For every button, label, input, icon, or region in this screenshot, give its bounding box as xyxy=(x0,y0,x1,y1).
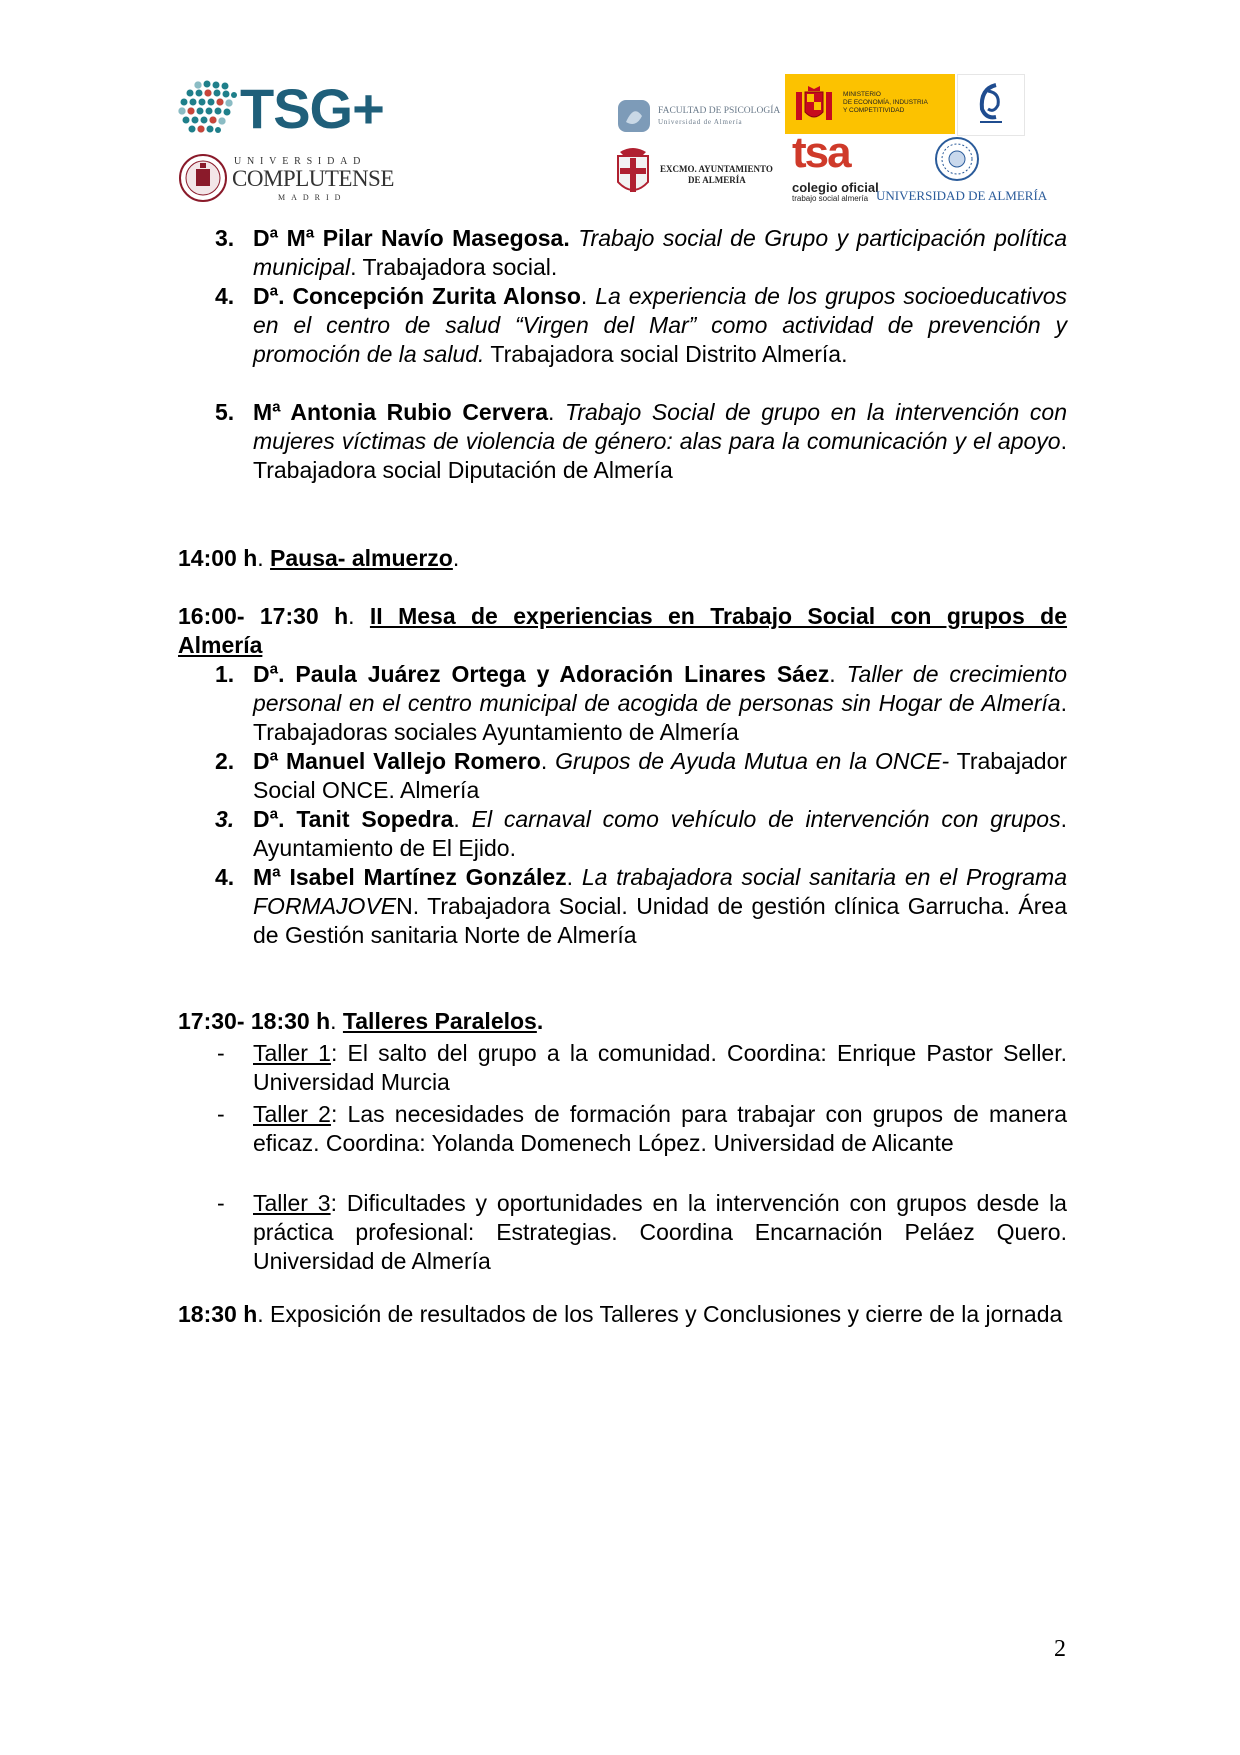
talk-title: Trabajo social de Grupo y participación política municipal xyxy=(253,225,1068,280)
ayuntamiento-line2: DE ALMERÍA xyxy=(688,175,746,185)
speaker-name: Dª. Paula Juárez Ortega y Adoración Linares Sáez xyxy=(253,661,830,687)
second-list-item: Dª. Paula Juárez Ortega y Adoración Linares Sáez. Taller de crecimiento personal en el centro municipal de acogida de personas sin Hogar de Almería. Trabajadoras sociales Ayuntamiento de Almería xyxy=(253,661,1068,745)
second-list-number: 1. xyxy=(215,661,235,687)
talk-title: Trabajo Social de grupo en la intervención con mujeres víctimas de violencia de género: alas para la comunicación y el apoyo xyxy=(253,399,1067,454)
tsa-mark: tsa xyxy=(792,128,850,177)
second-list-number: 3. xyxy=(215,806,235,832)
speaker-name: Dª Mª Pilar Navío Masegosa. xyxy=(253,225,570,251)
talk-title: Grupos de Ayuda Mutua en la ONCE- xyxy=(555,748,950,774)
taller-name: Taller 1 xyxy=(253,1040,331,1066)
psicologia-line1: FACULTAD DE PSICOLOGÍA xyxy=(658,106,781,116)
first-list-item: Mª Antonia Rubio Cervera. Trabajo Social de grupo en la intervención con mujeres víctimas de violencia de género: alas para la comunicación y el apoyo. Trabajadora social Diputación de Almería xyxy=(253,399,1067,483)
page-number: 2 xyxy=(1054,1636,1066,1662)
speaker-affiliation: . Trabajadora social Diputación de Almería xyxy=(253,428,1067,483)
pause-label: Pausa- almuerzo xyxy=(270,545,453,571)
ministerio-text xyxy=(843,91,928,115)
speaker-name: Dª. Tanit Sopedra xyxy=(253,806,454,832)
psicologia-logo xyxy=(616,98,786,134)
ucm-line1: UNIVERSIDAD xyxy=(234,156,367,167)
first-list-item xyxy=(253,224,1067,282)
talk-title: El carnaval como vehículo de intervención con grupos xyxy=(471,806,1061,832)
speaker-affiliation: . Trabajadoras sociales Ayuntamiento de Almería xyxy=(253,690,1067,745)
almeria-shield-icon xyxy=(612,142,654,200)
taller-item xyxy=(253,1100,1067,1158)
ayuntamiento-line1: EXCMO. AYUNTAMIENTO xyxy=(660,164,773,174)
ual-seal-icon xyxy=(934,136,980,182)
second-list-number: 2. xyxy=(215,748,235,774)
tsa-line2: trabajo social almería xyxy=(792,194,869,203)
speaker-affiliation: Trabajadora Social. Unidad de gestión clínica Garrucha. Área de Gestión sanitaria Norte de Almería xyxy=(253,893,1067,948)
taller-bullet: - xyxy=(217,1101,225,1127)
ual-text: UNIVERSIDAD DE ALMERÍA xyxy=(876,188,1048,203)
second-list-number: 4. xyxy=(215,864,235,890)
psicologia-line2: Universidad de Almería xyxy=(658,118,743,126)
pause-line: 14:00 h. Pausa- almuerzo. xyxy=(178,545,460,571)
mesa-title-line2: Almería xyxy=(178,632,263,658)
ministerio-line3: Y COMPETITIVIDAD xyxy=(843,107,905,114)
ucm-logo xyxy=(178,152,394,204)
taller-bullet: - xyxy=(217,1040,225,1066)
speaker-affiliation: Trabajador Social ONCE. Almería xyxy=(253,748,1068,803)
taller-text: : Las necesidades de formación para trabajar con grupos de manera eficaz. Coordina: Yolanda Domenech López. Universidad de Alicante xyxy=(253,1101,1067,1156)
psicologia-icon xyxy=(616,98,652,134)
tsa-line1: colegio oficial xyxy=(792,180,879,195)
speaker-name: Mª Isabel Martínez González xyxy=(253,864,567,890)
second-list-item: Dª. Tanit Sopedra. El carnaval como vehículo de intervención con grupos. Ayuntamiento de El Ejido. xyxy=(253,806,1067,861)
second-list-item: Mª Isabel Martínez González. La trabajadora social sanitaria en el Programa FORMAJOVEN. Trabajadora Social. Unidad de gestión clínica Garrucha. Área de Gestión sanitaria Norte de Almería xyxy=(253,864,1067,948)
mesa-time: 16:00- 17:30 h xyxy=(178,603,349,629)
taller-name: Taller 3 xyxy=(253,1190,331,1216)
spain-shield-icon xyxy=(793,84,835,126)
taller-bullet: - xyxy=(217,1190,225,1216)
speaker-affiliation: . Ayuntamiento de El Ejido. xyxy=(253,806,1067,861)
taller-name: Taller 2 xyxy=(253,1101,331,1127)
first-list-number: 4. xyxy=(215,283,235,309)
closing-text: . Exposición de resultados de los Talleres y Conclusiones y cierre de la jornada xyxy=(257,1301,1063,1327)
innovation-icon xyxy=(966,79,1016,129)
talleres-heading: 17:30- 18:30 h. Talleres Paralelos. xyxy=(178,1008,544,1034)
tsg-wordmark: TSG+ xyxy=(240,77,384,140)
closing-time: 18:30 h xyxy=(178,1301,258,1327)
taller-text: : El salto del grupo a la comunidad. Coordina: Enrique Pastor Seller. Universidad Murcia xyxy=(253,1040,1067,1095)
speaker-affiliation: Trabajadora social Distrito Almería. xyxy=(490,341,848,367)
ucm-line3: MADRID xyxy=(278,193,347,202)
talk-title: La experiencia de los grupos socioeducativos en el centro de salud “Virgen del Mar” como actividad de prevención y promoción de la salud. xyxy=(253,283,1068,367)
pause-time: 14:00 h xyxy=(178,545,258,571)
ucm-line2: COMPLUTENSE xyxy=(232,166,394,191)
speaker-affiliation: . Trabajadora social. xyxy=(350,254,558,280)
tsg-dots-icon xyxy=(178,80,238,138)
taller-item xyxy=(253,1039,1067,1097)
taller-item xyxy=(253,1189,1067,1276)
mesa-title-line1: II Mesa de experiencias en Trabajo Social con grupos de xyxy=(369,603,1068,629)
talk-title-tail: N. xyxy=(396,893,420,919)
tsg-logo xyxy=(178,77,408,140)
ayuntamiento-logo xyxy=(612,142,794,200)
ministerio-line1: MINISTERIO xyxy=(843,91,881,98)
talleres-time: 17:30- 18:30 h xyxy=(178,1008,331,1034)
innovation-logo xyxy=(957,74,1025,136)
tsa-logo xyxy=(790,128,890,204)
ucm-seal-icon xyxy=(178,152,228,204)
ministerio-logo xyxy=(785,74,955,134)
speaker-name: Mª Antonia Rubio Cervera xyxy=(253,399,548,425)
mesa-heading: 16:00- 17:30 h. II Mesa de experiencias en Trabajo Social con grupos de Almería xyxy=(178,603,1068,658)
first-list-number: 5. xyxy=(215,399,235,425)
first-list-number: 3. xyxy=(215,225,235,251)
talleres-label: Talleres Paralelos xyxy=(342,1008,537,1034)
first-list-item: Dª. Concepción Zurita Alonso. La experiencia de los grupos socioeducativos en el centro de salud “Virgen del Mar” como actividad de prevención y promoción de la salud. Trabajadora social Distrito Almería. xyxy=(253,283,1068,367)
ual-logo xyxy=(876,136,1048,206)
second-list-item: Dª Manuel Vallejo Romero. Grupos de Ayuda Mutua en la ONCE- Trabajador Social ONCE. Almería xyxy=(253,748,1068,803)
closing-line xyxy=(178,1300,1067,1329)
talk-title: La trabajadora social sanitaria en el Programa FORMAJOVE xyxy=(253,864,1067,919)
speaker-name: Dª Manuel Vallejo Romero xyxy=(253,748,541,774)
talk-title: Taller de crecimiento personal en el centro municipal de acogida de personas sin Hogar de Almería xyxy=(253,661,1068,716)
speaker-name: Dª. Concepción Zurita Alonso xyxy=(253,283,581,309)
taller-text: : Dificultades y oportunidades en la intervención con grupos desde la práctica profesional: Estrategias. Coordina Encarnación Peláez Quero. Universidad de Almería xyxy=(253,1190,1067,1274)
ministerio-line2: DE ECONOMÍA, INDUSTRIA xyxy=(843,99,928,106)
